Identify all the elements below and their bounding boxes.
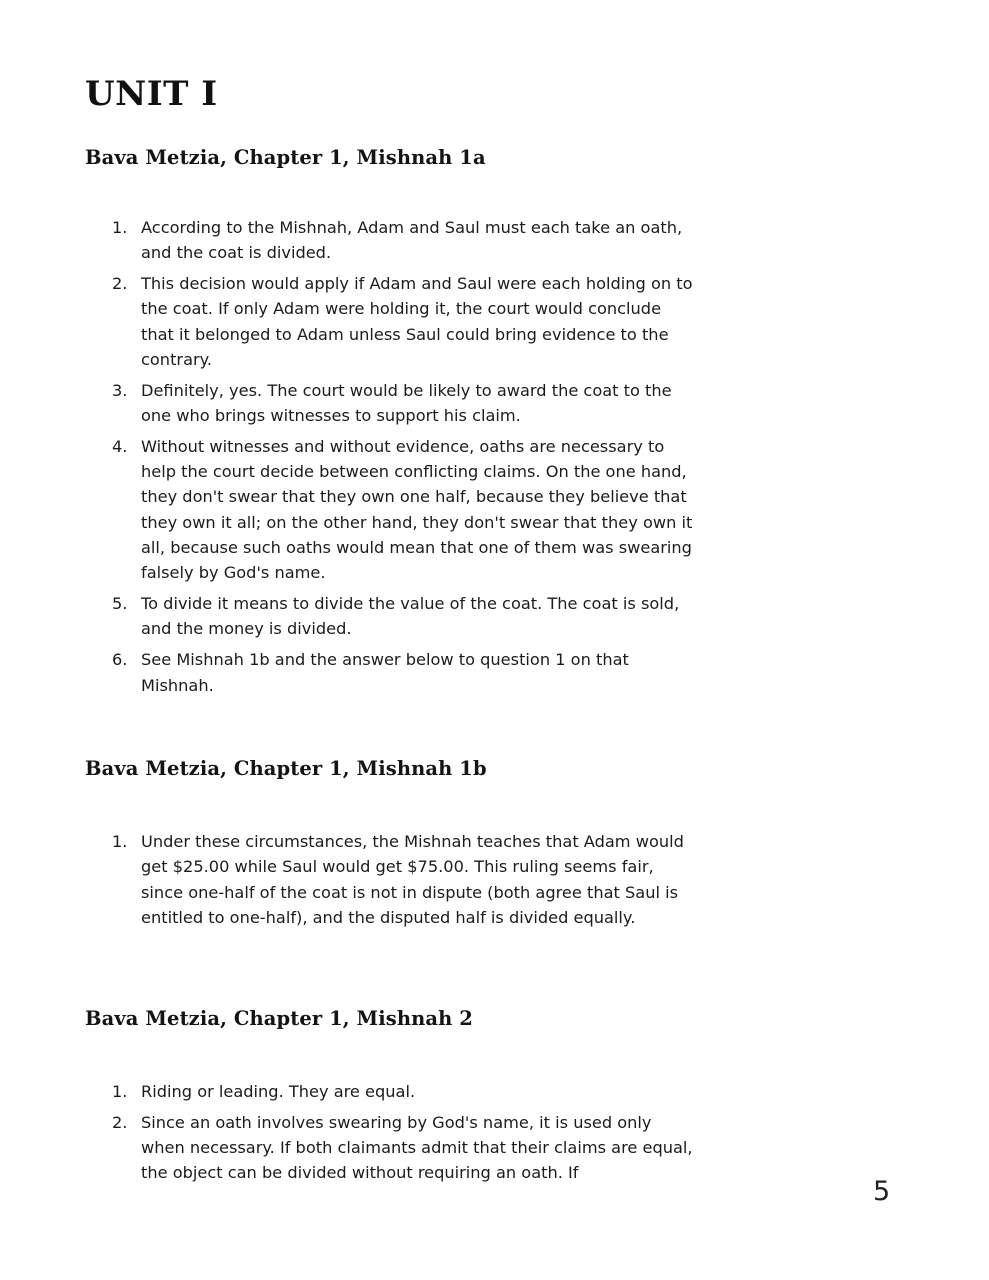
answer-text: Definitely, yes. The court would be likely to award the coat to the one who brings witnesses to support his claim. <box>141 380 672 426</box>
answer-text: According to the Mishnah, Adam and Saul must each take an oath, and the coat is divided. <box>141 218 683 263</box>
section-heading: Bava Metzia, Chapter 1, Mishnah 1a <box>85 146 486 169</box>
answer-number: 1. <box>112 1082 128 1101</box>
answer-number: 1. <box>112 218 128 237</box>
answer-item <box>85 591 725 642</box>
answer-text: Without witnesses and without evidence, oaths are necessary to help the court decide between conflicting claims. On the one hand, they don't swear that they own one half, because they believe that they own it all; on the other hand, they don't swear that they own it all, because such oaths would mean that one of them was swearing falsely by God's name. <box>141 436 693 583</box>
answer-list <box>85 1079 725 1186</box>
answer-item <box>85 434 725 586</box>
answer-number: 2. <box>112 1112 128 1132</box>
answer-text: To divide it means to divide the value of the coat. The coat is sold, and the money is divided. <box>141 594 680 639</box>
unit-title: UNIT I <box>85 74 218 114</box>
answer-text: Riding or leading. They are equal. <box>141 1082 416 1101</box>
answer-number: 4. <box>112 436 128 456</box>
section-mishnah-1b <box>85 757 725 936</box>
answer-text: Under these circumstances, the Mishnah teaches that Adam would get $25.00 while Saul would get $75.00. This ruling seems fair, since one-half of the coat is not in dispute (both agree that Saul is entitled to one-half), and the disputed half is divided equally. <box>141 832 684 927</box>
answer-text: Since an oath involves swearing by God's name, it is used only when necessary. If both claimants admit that their claims are equal, the object can be divided without requiring an oath. If <box>141 1112 693 1183</box>
answer-list <box>85 215 725 698</box>
answer-item <box>85 1110 725 1186</box>
answer-item <box>85 215 725 266</box>
answer-item <box>85 829 725 930</box>
answer-item <box>85 1079 725 1104</box>
answer-number: 2. <box>112 274 128 294</box>
section-mishnah-2 <box>85 1007 725 1191</box>
section-mishnah-1a <box>85 146 725 703</box>
answer-number: 3. <box>112 380 128 400</box>
section-heading: Bava Metzia, Chapter 1, Mishnah 1b <box>85 757 487 780</box>
page-number: 5 <box>873 1176 891 1207</box>
section-heading: Bava Metzia, Chapter 1, Mishnah 2 <box>85 1007 473 1030</box>
answer-item <box>85 647 725 698</box>
answer-item <box>85 271 725 372</box>
answer-number: 6. <box>112 650 128 670</box>
answer-text: This decision would apply if Adam and Saul were each holding on to the coat. If only Adam were holding it, the court would conclude that it belonged to Adam unless Saul could bring evidence to the contrary. <box>141 274 693 369</box>
answer-number: 5. <box>112 594 128 614</box>
answer-number: 1. <box>112 832 128 851</box>
answer-list <box>85 829 725 930</box>
answer-text: See Mishnah 1b and the answer below to question 1 on that Mishnah. <box>141 650 629 695</box>
answer-item <box>85 378 725 429</box>
